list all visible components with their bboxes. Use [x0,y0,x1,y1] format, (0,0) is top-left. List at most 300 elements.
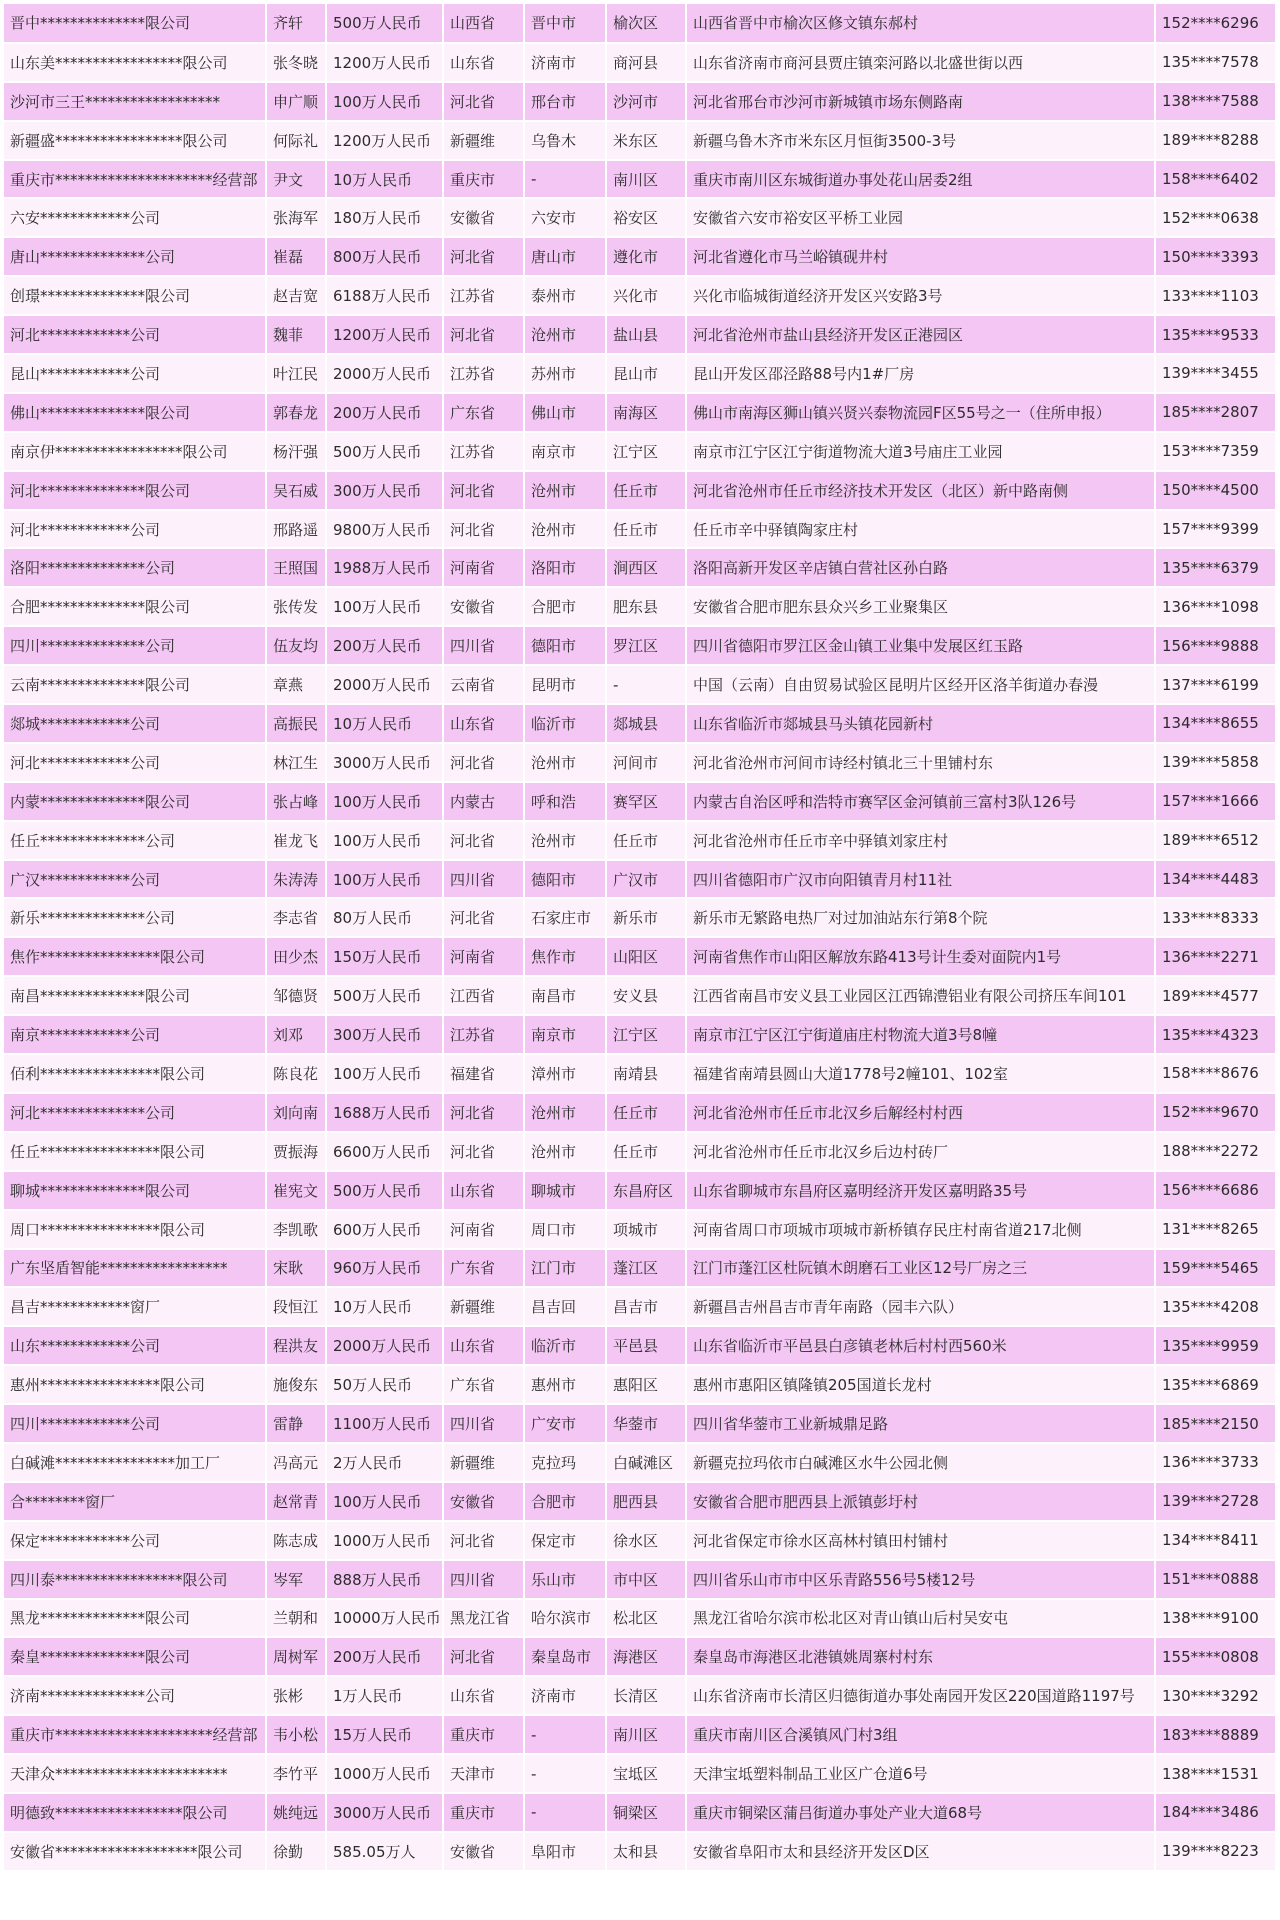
district-cell: 罗江区 [606,626,686,665]
registered-capital-cell: 180万人民币 [326,198,443,237]
address-cell: 河北省沧州市盐山县经济开发区正港园区 [686,315,1155,354]
phone-cell: 130****3292 [1155,1676,1276,1715]
district-cell: 昌吉市 [606,1287,686,1326]
phone-cell: 157****1666 [1155,782,1276,821]
province-cell: 河北省 [443,898,524,937]
registered-capital-cell: 800万人民币 [326,237,443,276]
address-cell: 新乐市无繁路电热厂对过加油站东行第8个院 [686,898,1155,937]
phone-cell: 150****3393 [1155,237,1276,276]
address-cell: 安徽省阜阳市太和县经济开发区D区 [686,1832,1155,1871]
province-cell: 江西省 [443,976,524,1015]
phone-cell: 183****8889 [1155,1715,1276,1754]
legal-person-cell: 尹文 [266,160,326,199]
phone-cell: 135****6869 [1155,1365,1276,1404]
legal-person-cell: 宋耿 [266,1249,326,1288]
province-cell: 江苏省 [443,354,524,393]
registered-capital-cell: 80万人民币 [326,898,443,937]
province-cell: 安徽省 [443,587,524,626]
district-cell: 郯城县 [606,704,686,743]
legal-person-cell: 赵吉宽 [266,276,326,315]
registered-capital-cell: 6600万人民币 [326,1132,443,1171]
district-cell: 太和县 [606,1832,686,1871]
city-cell: 南京市 [524,1015,606,1054]
province-cell: 广东省 [443,1365,524,1404]
phone-cell: 139****8223 [1155,1832,1276,1871]
company-name-cell: 山东************公司 [4,1326,266,1365]
district-cell: 新乐市 [606,898,686,937]
company-name-cell: 白碱滩****************加工厂 [4,1443,266,1482]
table-row [4,237,1276,276]
legal-person-cell: 周树军 [266,1637,326,1676]
province-cell: 黑龙江省 [443,1599,524,1638]
city-cell: 德阳市 [524,860,606,899]
company-name-cell: 唐山**************公司 [4,237,266,276]
company-name-cell: 惠州****************限公司 [4,1365,266,1404]
legal-person-cell: 杨汗强 [266,432,326,471]
address-cell: 江门市蓬江区杜阮镇木朗磨石工业区12号厂房之三 [686,1249,1155,1288]
company-name-cell: 明德致*****************限公司 [4,1793,266,1832]
district-cell: 赛罕区 [606,782,686,821]
company-name-cell: 新乐**************公司 [4,898,266,937]
city-cell: - [524,160,606,199]
legal-person-cell: 徐勤 [266,1832,326,1871]
table-row [4,160,1276,199]
legal-person-cell: 朱涛涛 [266,860,326,899]
district-cell: 昆山市 [606,354,686,393]
district-cell: 肥西县 [606,1482,686,1521]
company-name-cell: 河北**************公司 [4,1093,266,1132]
city-cell: 六安市 [524,198,606,237]
province-cell: 内蒙古 [443,782,524,821]
province-cell: 河南省 [443,548,524,587]
province-cell: 河南省 [443,937,524,976]
province-cell: 河北省 [443,471,524,510]
table-row [4,432,1276,471]
phone-cell: 185****2150 [1155,1404,1276,1443]
city-cell: 洛阳市 [524,548,606,587]
city-cell: 沧州市 [524,1132,606,1171]
city-cell: - [524,1715,606,1754]
address-cell: 河北省沧州市任丘市经济技术开发区（北区）新中路南侧 [686,471,1155,510]
city-cell: 漳州市 [524,1054,606,1093]
district-cell: 长清区 [606,1676,686,1715]
table-row [4,471,1276,510]
phone-cell: 184****3486 [1155,1793,1276,1832]
city-cell: 克拉玛 [524,1443,606,1482]
district-cell: 商河县 [606,43,686,82]
legal-person-cell: 段恒江 [266,1287,326,1326]
city-cell: 聊城市 [524,1171,606,1210]
table-row [4,1482,1276,1521]
table-row [4,354,1276,393]
company-name-cell: 内蒙**************限公司 [4,782,266,821]
table-row [4,1054,1276,1093]
legal-person-cell: 贾振海 [266,1132,326,1171]
registered-capital-cell: 10万人民币 [326,1287,443,1326]
legal-person-cell: 刘向南 [266,1093,326,1132]
table-row [4,898,1276,937]
district-cell: 任丘市 [606,510,686,549]
company-name-cell: 安徽省*******************限公司 [4,1832,266,1871]
table-row [4,1793,1276,1832]
district-cell: 徐水区 [606,1521,686,1560]
address-cell: 山东省临沂市平邑县白彦镇老林后村村西560米 [686,1326,1155,1365]
legal-person-cell: 韦小松 [266,1715,326,1754]
registered-capital-cell: 100万人民币 [326,860,443,899]
province-cell: 重庆市 [443,1793,524,1832]
legal-person-cell: 张冬晓 [266,43,326,82]
registered-capital-cell: 2万人民币 [326,1443,443,1482]
city-cell: 保定市 [524,1521,606,1560]
province-cell: 河北省 [443,1093,524,1132]
phone-cell: 155****0808 [1155,1637,1276,1676]
registered-capital-cell: 10000万人民币 [326,1599,443,1638]
legal-person-cell: 岑军 [266,1560,326,1599]
legal-person-cell: 张彬 [266,1676,326,1715]
table-row [4,198,1276,237]
province-cell: 山东省 [443,43,524,82]
address-cell: 安徽省合肥市肥东县众兴乡工业聚集区 [686,587,1155,626]
registered-capital-cell: 10万人民币 [326,160,443,199]
city-cell: 沧州市 [524,315,606,354]
table-row [4,1443,1276,1482]
legal-person-cell: 李凯歌 [266,1210,326,1249]
phone-cell: 189****6512 [1155,821,1276,860]
district-cell: 惠阳区 [606,1365,686,1404]
registered-capital-cell: 1200万人民币 [326,43,443,82]
table-row [4,548,1276,587]
company-name-cell: 新疆盛*****************限公司 [4,121,266,160]
legal-person-cell: 冯高元 [266,1443,326,1482]
table-row [4,43,1276,82]
company-name-cell: 南京************公司 [4,1015,266,1054]
phone-cell: 152****0638 [1155,198,1276,237]
province-cell: 河北省 [443,82,524,121]
province-cell: 重庆市 [443,160,524,199]
registered-capital-cell: 2000万人民币 [326,354,443,393]
company-name-cell: 黑龙**************限公司 [4,1599,266,1638]
province-cell: 山东省 [443,1171,524,1210]
phone-cell: 189****4577 [1155,976,1276,1015]
province-cell: 广东省 [443,1249,524,1288]
registered-capital-cell: 100万人民币 [326,82,443,121]
company-name-cell: 洛阳**************公司 [4,548,266,587]
province-cell: 四川省 [443,1560,524,1599]
table-row [4,1715,1276,1754]
table-row [4,1171,1276,1210]
legal-person-cell: 姚纯远 [266,1793,326,1832]
company-name-cell: 河北************公司 [4,743,266,782]
table-row [4,587,1276,626]
district-cell: 宝坻区 [606,1754,686,1793]
city-cell: 唐山市 [524,237,606,276]
address-cell: 中国（云南）自由贸易试验区昆明片区经开区洛羊街道办春漫 [686,665,1155,704]
province-cell: 安徽省 [443,198,524,237]
registered-capital-cell: 1200万人民币 [326,315,443,354]
company-name-cell: 保定************公司 [4,1521,266,1560]
legal-person-cell: 雷静 [266,1404,326,1443]
legal-person-cell: 田少杰 [266,937,326,976]
company-name-cell: 任丘****************限公司 [4,1132,266,1171]
table-row [4,1599,1276,1638]
table-row [4,4,1276,43]
address-cell: 佛山市南海区狮山镇兴贤兴泰物流园F区55号之一（住所申报） [686,393,1155,432]
registered-capital-cell: 1988万人民币 [326,548,443,587]
city-cell: 哈尔滨市 [524,1599,606,1638]
province-cell: 安徽省 [443,1832,524,1871]
city-cell: 阜阳市 [524,1832,606,1871]
legal-person-cell: 王照国 [266,548,326,587]
phone-cell: 138****1531 [1155,1754,1276,1793]
address-cell: 河北省沧州市任丘市辛中驿镇刘家庄村 [686,821,1155,860]
city-cell: 秦皇岛市 [524,1637,606,1676]
registered-capital-cell: 200万人民币 [326,626,443,665]
registered-capital-cell: 6188万人民币 [326,276,443,315]
table-row [4,1015,1276,1054]
address-cell: 四川省德阳市罗江区金山镇工业集中发展区红玉路 [686,626,1155,665]
province-cell: 山西省 [443,4,524,43]
legal-person-cell: 程洪友 [266,1326,326,1365]
phone-cell: 135****6379 [1155,548,1276,587]
company-name-cell: 焦作****************限公司 [4,937,266,976]
province-cell: 四川省 [443,860,524,899]
company-name-cell: 云南**************限公司 [4,665,266,704]
address-cell: 兴化市临城街道经济开发区兴安路3号 [686,276,1155,315]
legal-person-cell: 魏菲 [266,315,326,354]
address-cell: 河北省沧州市任丘市北汉乡后解经村村西 [686,1093,1155,1132]
company-name-cell: 秦皇**************限公司 [4,1637,266,1676]
district-cell: 东昌府区 [606,1171,686,1210]
province-cell: 四川省 [443,1404,524,1443]
registered-capital-cell: 1万人民币 [326,1676,443,1715]
province-cell: 河北省 [443,1637,524,1676]
city-cell: 合肥市 [524,587,606,626]
table-row [4,665,1276,704]
registered-capital-cell: 50万人民币 [326,1365,443,1404]
registered-capital-cell: 500万人民币 [326,1171,443,1210]
district-cell: 沙河市 [606,82,686,121]
district-cell: - [606,665,686,704]
legal-person-cell: 何际礼 [266,121,326,160]
table-row [4,276,1276,315]
table-row [4,315,1276,354]
registered-capital-cell: 500万人民币 [326,976,443,1015]
legal-person-cell: 章燕 [266,665,326,704]
address-cell: 新疆克拉玛依市白碱滩区水牛公园北侧 [686,1443,1155,1482]
company-name-cell: 合********窗厂 [4,1482,266,1521]
phone-cell: 139****5858 [1155,743,1276,782]
table-row [4,937,1276,976]
phone-cell: 131****8265 [1155,1210,1276,1249]
company-name-cell: 河北************公司 [4,510,266,549]
table-row [4,782,1276,821]
table-row [4,1521,1276,1560]
legal-person-cell: 林江生 [266,743,326,782]
phone-cell: 153****7359 [1155,432,1276,471]
company-name-cell: 佰利****************限公司 [4,1054,266,1093]
phone-cell: 156****6686 [1155,1171,1276,1210]
province-cell: 广东省 [443,393,524,432]
address-cell: 新疆乌鲁木齐市米东区月恒街3500-3号 [686,121,1155,160]
city-cell: 沧州市 [524,821,606,860]
registered-capital-cell: 100万人民币 [326,1482,443,1521]
district-cell: 盐山县 [606,315,686,354]
address-cell: 新疆昌吉州昌吉市青年南路（园丰六队） [686,1287,1155,1326]
city-cell: 乐山市 [524,1560,606,1599]
legal-person-cell: 叶江民 [266,354,326,393]
district-cell: 蓬江区 [606,1249,686,1288]
table-row [4,1249,1276,1288]
company-name-cell: 重庆市*********************经营部 [4,1715,266,1754]
registered-capital-cell: 500万人民币 [326,4,443,43]
district-cell: 任丘市 [606,1093,686,1132]
legal-person-cell: 邢路遥 [266,510,326,549]
city-cell: 焦作市 [524,937,606,976]
address-cell: 山东省济南市商河县贾庄镇栾河路以北盛世街以西 [686,43,1155,82]
phone-cell: 139****3455 [1155,354,1276,393]
registered-capital-cell: 300万人民币 [326,471,443,510]
district-cell: 平邑县 [606,1326,686,1365]
district-cell: 山阳区 [606,937,686,976]
province-cell: 云南省 [443,665,524,704]
legal-person-cell: 刘邓 [266,1015,326,1054]
table-body [4,4,1276,1871]
district-cell: 铜梁区 [606,1793,686,1832]
city-cell: 沧州市 [524,743,606,782]
province-cell: 山东省 [443,1676,524,1715]
registered-capital-cell: 1100万人民币 [326,1404,443,1443]
registered-capital-cell: 9800万人民币 [326,510,443,549]
table-row [4,860,1276,899]
registered-capital-cell: 600万人民币 [326,1210,443,1249]
province-cell: 河北省 [443,315,524,354]
address-cell: 洛阳高新开发区辛店镇白营社区孙白路 [686,548,1155,587]
table-row [4,1365,1276,1404]
phone-cell: 135****9959 [1155,1326,1276,1365]
address-cell: 内蒙古自治区呼和浩特市赛罕区金河镇前三富村3队126号 [686,782,1155,821]
registered-capital-cell: 150万人民币 [326,937,443,976]
table-row [4,1560,1276,1599]
district-cell: 任丘市 [606,471,686,510]
city-cell: - [524,1793,606,1832]
address-cell: 重庆市南川区东城街道办事处花山居委2组 [686,160,1155,199]
company-name-cell: 合肥**************限公司 [4,587,266,626]
registered-capital-cell: 960万人民币 [326,1249,443,1288]
address-cell: 河北省沧州市任丘市北汉乡后边村砖厂 [686,1132,1155,1171]
phone-cell: 134****8411 [1155,1521,1276,1560]
table-row [4,1637,1276,1676]
province-cell: 安徽省 [443,1482,524,1521]
address-cell: 惠州市惠阳区镇隆镇205国道长龙村 [686,1365,1155,1404]
city-cell: 泰州市 [524,276,606,315]
registered-capital-cell: 3000万人民币 [326,743,443,782]
district-cell: 南川区 [606,160,686,199]
address-cell: 河北省邢台市沙河市新城镇市场东侧路南 [686,82,1155,121]
registered-capital-cell: 1000万人民币 [326,1521,443,1560]
address-cell: 天津宝坻塑料制品工业区广仓道6号 [686,1754,1155,1793]
province-cell: 新疆维 [443,121,524,160]
table-row [4,821,1276,860]
table-row [4,626,1276,665]
address-cell: 山东省临沂市郯城县马头镇花园新村 [686,704,1155,743]
district-cell: 南海区 [606,393,686,432]
city-cell: 临沂市 [524,1326,606,1365]
company-name-cell: 四川泰*****************限公司 [4,1560,266,1599]
province-cell: 河北省 [443,743,524,782]
registered-capital-cell: 100万人民币 [326,1054,443,1093]
district-cell: 安义县 [606,976,686,1015]
registered-capital-cell: 1688万人民币 [326,1093,443,1132]
company-name-cell: 重庆市*********************经营部 [4,160,266,199]
legal-person-cell: 赵常青 [266,1482,326,1521]
table-row [4,121,1276,160]
district-cell: 任丘市 [606,821,686,860]
phone-cell: 136****2271 [1155,937,1276,976]
table-row [4,82,1276,121]
city-cell: 济南市 [524,43,606,82]
province-cell: 河北省 [443,1521,524,1560]
company-name-cell: 南昌**************限公司 [4,976,266,1015]
district-cell: 项城市 [606,1210,686,1249]
district-cell: 遵化市 [606,237,686,276]
address-cell: 秦皇岛市海港区北港镇姚周寨村村东 [686,1637,1155,1676]
legal-person-cell: 郭春龙 [266,393,326,432]
company-name-cell: 佛山**************限公司 [4,393,266,432]
province-cell: 四川省 [443,626,524,665]
company-name-cell: 聊城**************限公司 [4,1171,266,1210]
registered-capital-cell: 100万人民币 [326,782,443,821]
province-cell: 新疆维 [443,1443,524,1482]
registered-capital-cell: 10万人民币 [326,704,443,743]
company-name-cell: 创璟**************限公司 [4,276,266,315]
company-records-table [4,4,1277,1872]
address-cell: 黑龙江省哈尔滨市松北区对青山镇山后村吴安屯 [686,1599,1155,1638]
registered-capital-cell: 500万人民币 [326,432,443,471]
phone-cell: 152****6296 [1155,4,1276,43]
city-cell: 呼和浩 [524,782,606,821]
city-cell: 南京市 [524,432,606,471]
legal-person-cell: 崔龙飞 [266,821,326,860]
phone-cell: 134****4483 [1155,860,1276,899]
phone-cell: 138****9100 [1155,1599,1276,1638]
province-cell: 山东省 [443,1326,524,1365]
district-cell: 兴化市 [606,276,686,315]
company-name-cell: 昌吉************窗厂 [4,1287,266,1326]
address-cell: 南京市江宁区江宁街道庙庄村物流大道3号8幢 [686,1015,1155,1054]
province-cell: 江苏省 [443,432,524,471]
company-name-cell: 沙河市三王****************** [4,82,266,121]
legal-person-cell: 高振民 [266,704,326,743]
phone-cell: 159****5465 [1155,1249,1276,1288]
registered-capital-cell: 200万人民币 [326,1637,443,1676]
table-row [4,1404,1276,1443]
province-cell: 河北省 [443,237,524,276]
phone-cell: 136****3733 [1155,1443,1276,1482]
address-cell: 重庆市南川区合溪镇风门村3组 [686,1715,1155,1754]
city-cell: 沧州市 [524,510,606,549]
address-cell: 山东省济南市长清区归德街道办事处南园开发区220国道路1197号 [686,1676,1155,1715]
phone-cell: 185****2807 [1155,393,1276,432]
table-row [4,1210,1276,1249]
registered-capital-cell: 3000万人民币 [326,1793,443,1832]
phone-cell: 158****8676 [1155,1054,1276,1093]
company-name-cell: 山东美*****************限公司 [4,43,266,82]
province-cell: 福建省 [443,1054,524,1093]
phone-cell: 158****6402 [1155,160,1276,199]
district-cell: 榆次区 [606,4,686,43]
table-row [4,1093,1276,1132]
city-cell: 南昌市 [524,976,606,1015]
